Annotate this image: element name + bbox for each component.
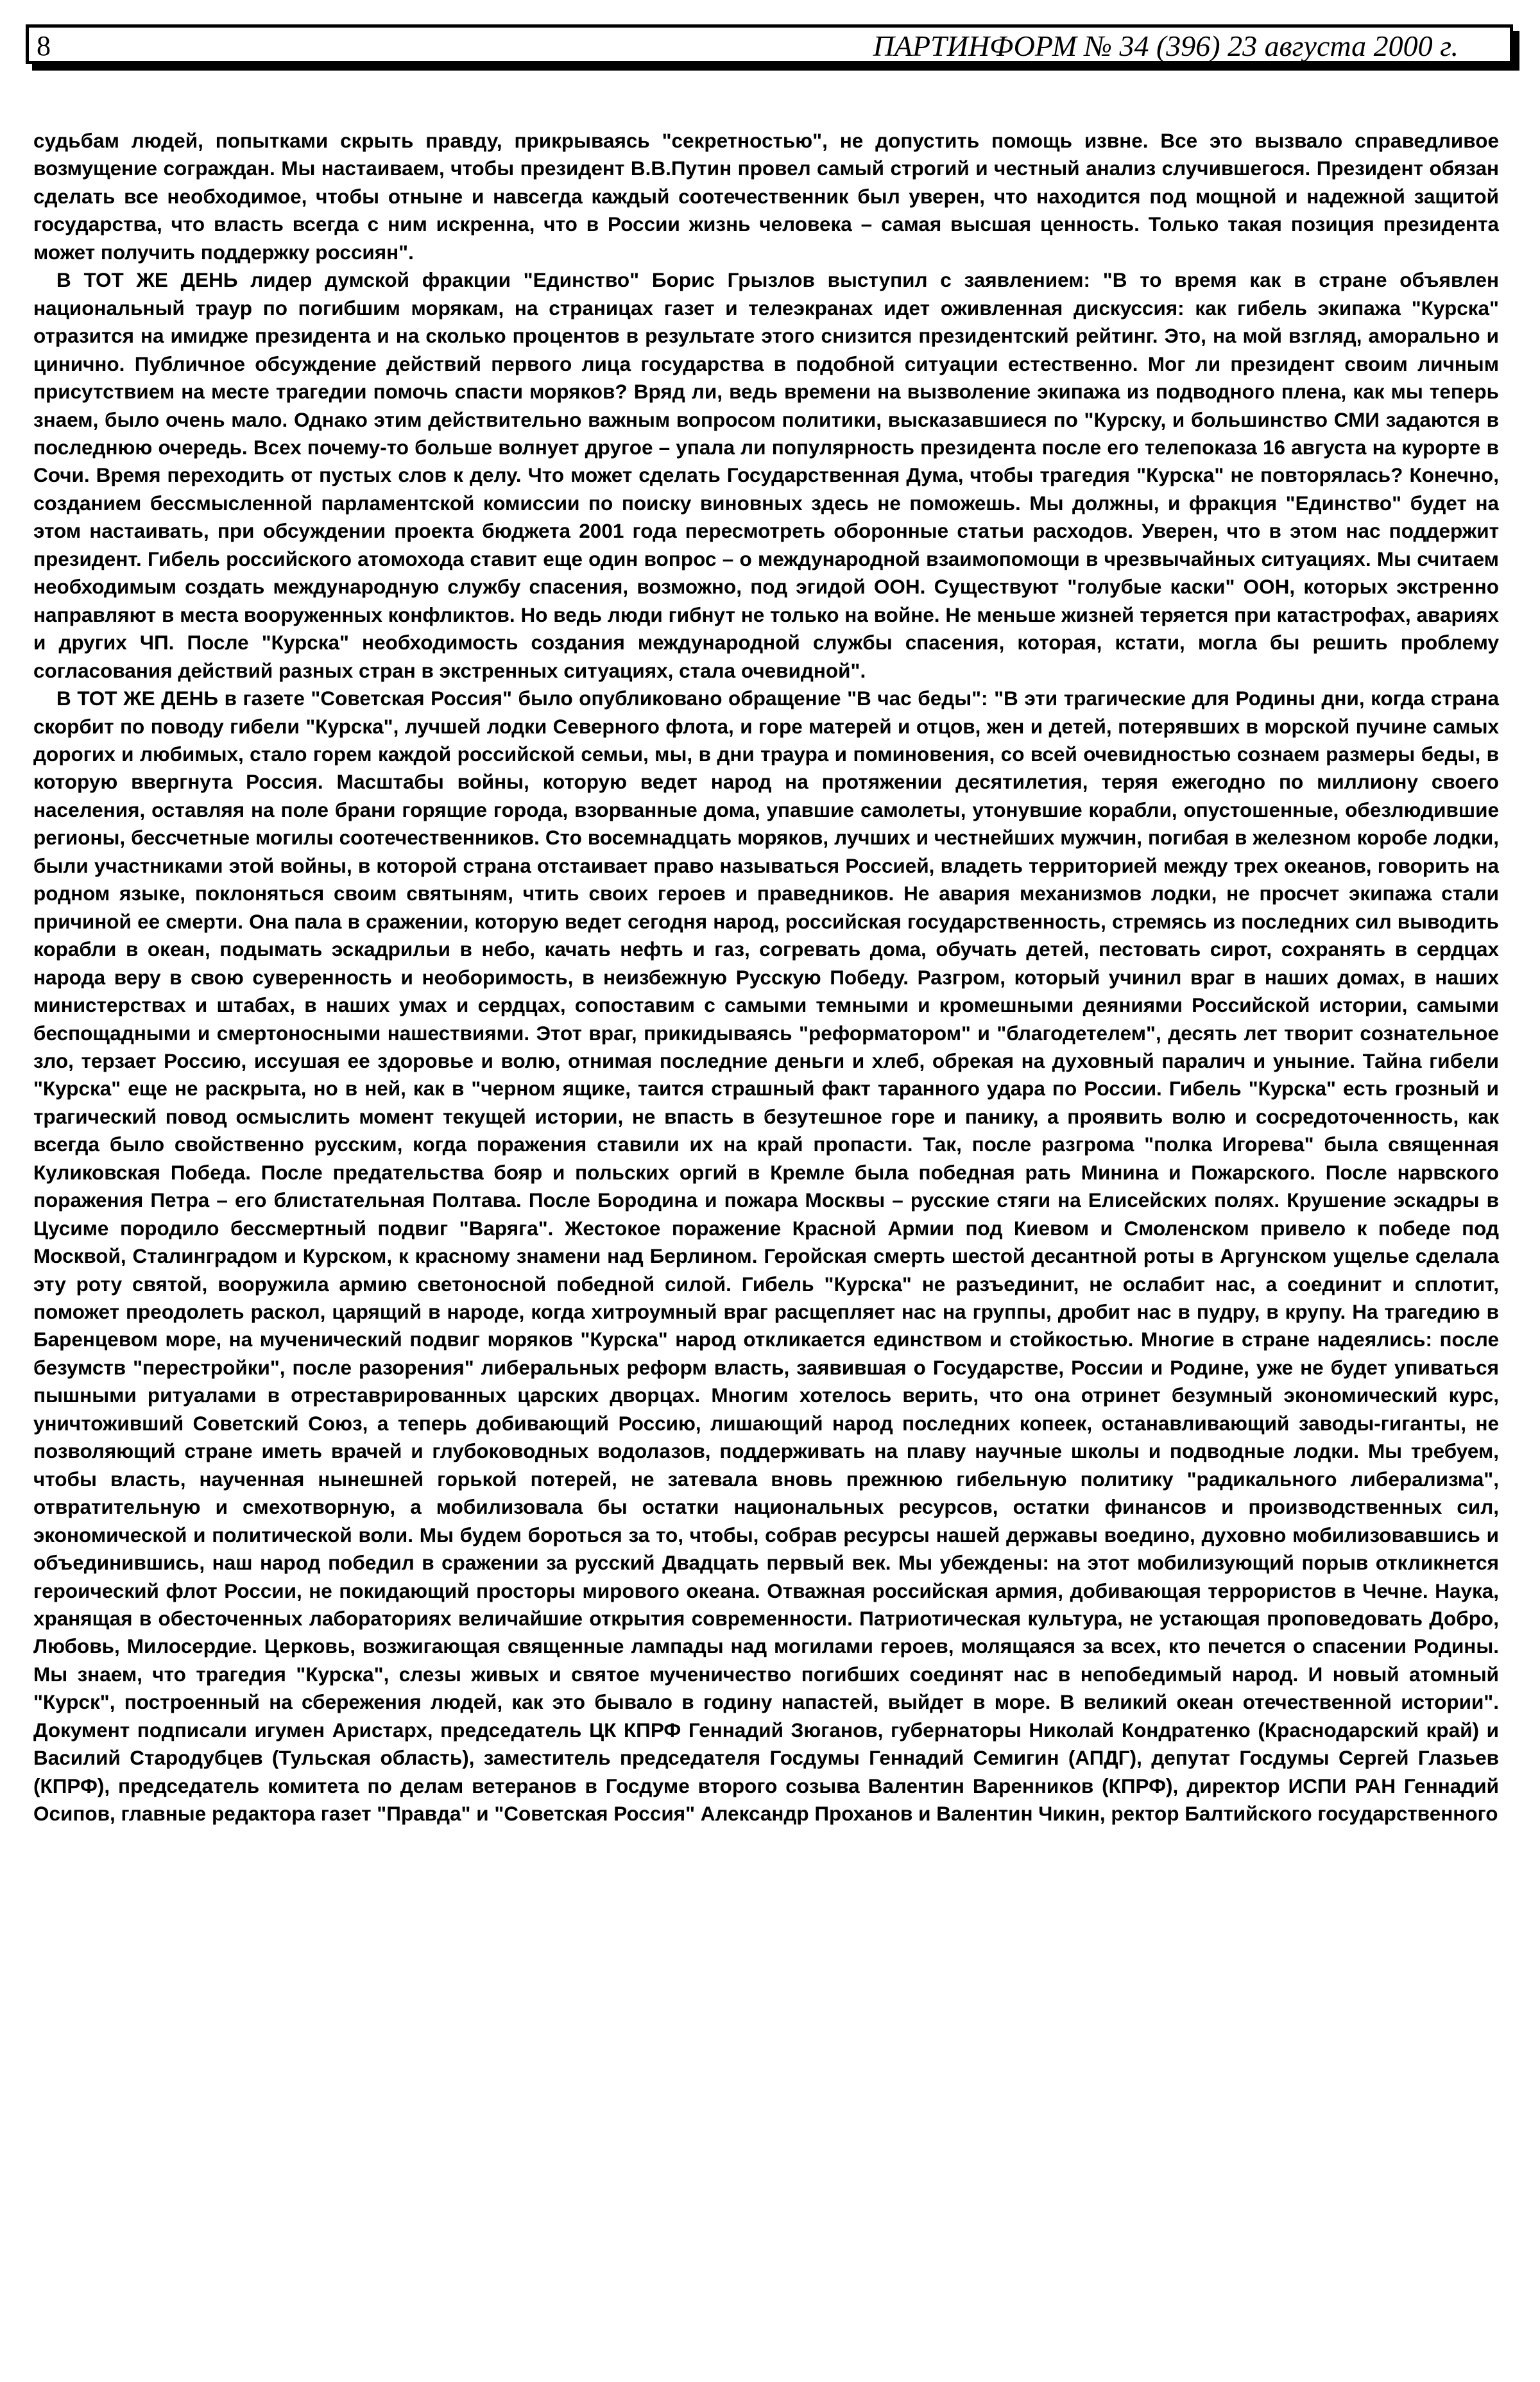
article-body — [33, 127, 1499, 1828]
paragraph-gryzlov-statement: В ТОТ ЖЕ ДЕНЬ лидер думской фракции "Единство" Борис Грызлов выступил с заявлением: "В то время как в стране объявлен национальный траур по погибшим морякам, на страницах газет и телеэкранах идет оживленная дискуссия: как гибель экипажа "Курска" отразится на имидже президента и на сколько процентов в результате этого снизится президентский рейтинг. Это, на мой взгляд, аморально и цинично. Публичное обсуждение действий первого лица государства в подобной ситуации естественно. Мог ли президент своим личным присутствием на месте трагедии помочь спасти моряков? Вряд ли, ведь времени на вызволение экипажа из подводного плена, как мы теперь знаем, было очень мало. Однако этим действительно важным вопросом политики, высказавшиеся по "Курску, и большинство СМИ задаются в последнюю очередь. Всех почему-то больше волнует другое – упала ли популярность президента после его телепоказа 16 августа на курорте в Сочи. Время переходить от пустых слов к делу. Что может сделать Государственная Дума, чтобы трагедия "Курска" не повторялась? Конечно, созданием бессмысленной парламентской комиссии по поиску виновных здесь не поможешь. Мы должны, и фракция "Единство" будет на этом настаивать, при обсуждении проекта бюджета 2001 года пересмотреть оборонные статьи расходов. Уверен, что в этом нас поддержит президент. Гибель российского атомохода ставит еще один вопрос – о международной взаимопомощи в чрезвычайных ситуациях. Мы считаем необходимым создать международную службу спасения, возможно, под эгидой ООН. Существуют "голубые каски" ООН, которых экстренно направляют в места вооруженных конфликтов. Но ведь люди гибнут не только на войне. Не меньше жизней теряется при катастрофах, авариях и других ЧП. После "Курска" необходимость создания международной службы спасения, которая, кстати, могла бы решить проблему согласования действий разных стран в экстренных ситуациях, стала очевидной". — [33, 268, 1499, 682]
page-header — [26, 24, 1513, 64]
newspaper-masthead: ПАРТИНФОРМ № 34 (396) 23 августа 2000 г. — [873, 30, 1459, 62]
page-number: 8 — [37, 30, 51, 62]
paragraph-continuation: судьбам людей, попытками скрыть правду, прикрываясь "секретностью", не допустить помощь извне. Все это вызвало справедливое возмущение сограждан. Мы настаиваем, чтобы президент В.В.Путин провел самый строгий и честный анализ случившегося. Президент обязан сделать все необходимое, чтобы отныне и навсегда каждый соотечественник был уверен, что находится под мощной и надежной защитой государства, что власть всегда с ним искренна, что в России жизнь человека – самая высшая ценность. Только такая позиция президента может получить поддержку россиян". — [33, 129, 1499, 264]
paragraph-sovetskaya-rossiya-appeal: В ТОТ ЖЕ ДЕНЬ в газете "Советская Россия" было опубликовано обращение "В час беды": "В эти трагические для Родины дни, когда страна скорбит по поводу гибели "Курска", лучшей лодки Северного флота, и горе матерей и отцов, жен и детей, потерявших в морской пучине самых дорогих и любимых, стало горем каждой российской семьи, мы, в дни траура и поминовения, со всей очевидностью сознаем размеры беды, в которую ввергнута Россия. Масштабы войны, которую ведет народ на протяжении десятилетия, теряя ежегодно по миллиону своего населения, оставляя на поле брани горящие города, взорванные дома, упавшие самолеты, утонувшие корабли, опустошенные, обезлюдившие регионы, бессчетные могилы соотечественников. Сто восемнадцать моряков, лучших и честнейших мужчин, погибая в железном коробе лодки, были участниками этой войны, в которой страна отстаивает право называться Россией, владеть территорией между трех океанов, говорить на родном языке, поклоняться своим святыням, чтить своих героев и праведников. Не авария механизмов лодки, не просчет экипажа стали причиной ее смерти. Она пала в сражении, которую ведет сегодня народ, российская государственность, стремясь из последних сил выводить корабли в океан, подымать эскадрильи в небо, качать нефть и газ, согревать дома, обучать детей, пестовать сирот, сохранять в сердцах народа веру в свою суверенность и необоримость, в неизбежную Русскую Победу. Разгром, который учинил враг в наших домах, в наших министерствах и штабах, в наших умах и сердцах, сопоставим с самыми темными и кромешными деяниями Российской истории, самыми беспощадными и смертоносными нашествиями. Этот враг, прикидываясь "реформатором" и "благодетелем", десять лет творит сознательное зло, терзает Россию, иссушая ее здоровье и волю, отнимая последние деньги и хлеб, обрекая на духовный паралич и уныние. Тайна гибели "Курска" еще не раскрыта, но в ней, как в "черном ящике, таится страшный факт таранного удара по России. Гибель "Курска" есть грозный и трагический повод осмыслить момент текущей истории, не впасть в безутешное горе и панику, а проявить волю и сосредоточенность, как всегда было свойственно русским, когда поражения ставили их на край пропасти. Так, после разгрома "полка Игорева" была священная Куликовская Победа. После предательства бояр и польских оргий в Кремле была победная рать Минина и Пожарского. После нарвского поражения Петра – его блистательная Полтава. После Бородина и пожара Москвы – русские стяги на Елисейских полях. Крушение эскадры в Цусиме породило бессмертный подвиг "Варяга". Жестокое поражение Красной Армии под Киевом и Смоленском привело к победе под Москвой, Сталинградом и Курском, к красному знамени над Берлином. Геройская смерть шестой десантной роты в Аргунском ущелье сделала эту роту святой, вооружила армию светоносной победной силой. Гибель "Курска" не разъединит, не ослабит нас, а соединит и сплотит, поможет преодолеть раскол, царящий в народе, когда хитроумный враг расщепляет нас на группы, дробит нас в пудру, в крупу. На трагедию в Баренцевом море, на мученический подвиг моряков "Курска" народ откликается единством и стойкостью. Многие в стране надеялись: после безумств "перестройки", после разорения" либеральных реформ власть, заявившая о Государстве, России и Родине, уже не будет упиваться пышными ритуалами в отреставрированных царских дворцах. Многим хотелось верить, что она отринет безумный экономический курс, уничтоживший Советский Союз, а теперь добивающий Россию, лишающий народ последних копеек, останавливающий заводы-гиганты, не позволяющий стране иметь врачей и глубоководных водолазов, поддерживать на плаву научные школы и подводные лодки. Мы требуем, чтобы власть, наученная нынешней горькой потерей, не затевала вновь прежнюю гибельную политику "радикального либерализма", отвратительную и смехотворную, а мобилизовала бы остатки национальных ресурсов, остатки финансов и производственных сил, экономической и политической воли. Мы будем бороться за то, чтобы, собрав ресурсы нашей державы воедино, духовно мобилизовавшись и объединившись, наш народ победил в сражении за русский Двадцать первый век. Мы убеждены: на этот мобилизующий порыв откликнется героический флот России, не покидающий просторы мирового океана. Отважная российская армия, добивающая террористов в Чечне. Наука, хранящая в обесточенных лабораториях величайшие открытия современности. Патриотическая культура, не устающая проповедовать Добро, Любовь, Милосердие. Церковь, возжигающая священные лампады над могилами героев, молящаяся за всех, кто печется о спасении Родины. Мы знаем, что трагедия "Курска", слезы живых и святое мученичество погибших соединят нас в непобедимый народ. И новый атомный "Курск", построенный на сбережения людей, как это бывало в годину напастей, выйдет в море. В великий океан отечественной истории". Документ подписали игумен Аристарх, председатель ЦК КПРФ Геннадий Зюганов, губернаторы Николай Кондратенко (Краснодарский край) и Василий Стародубцев (Тульская область), заместитель председателя Госдумы Геннадий Семигин (АПДГ), депутат Госдумы Сергей Глазьев (КПРФ), председатель комитета по делам ветеранов в Госдуме второго созыва Валентин Варенников (КПРФ), директор ИСПИ РАН Геннадий Осипов, главные редактора газет "Правда" и "Советская Россия" Александр Проханов и Валентин Чикин, ректор Балтийского государственного — [33, 687, 1499, 1826]
